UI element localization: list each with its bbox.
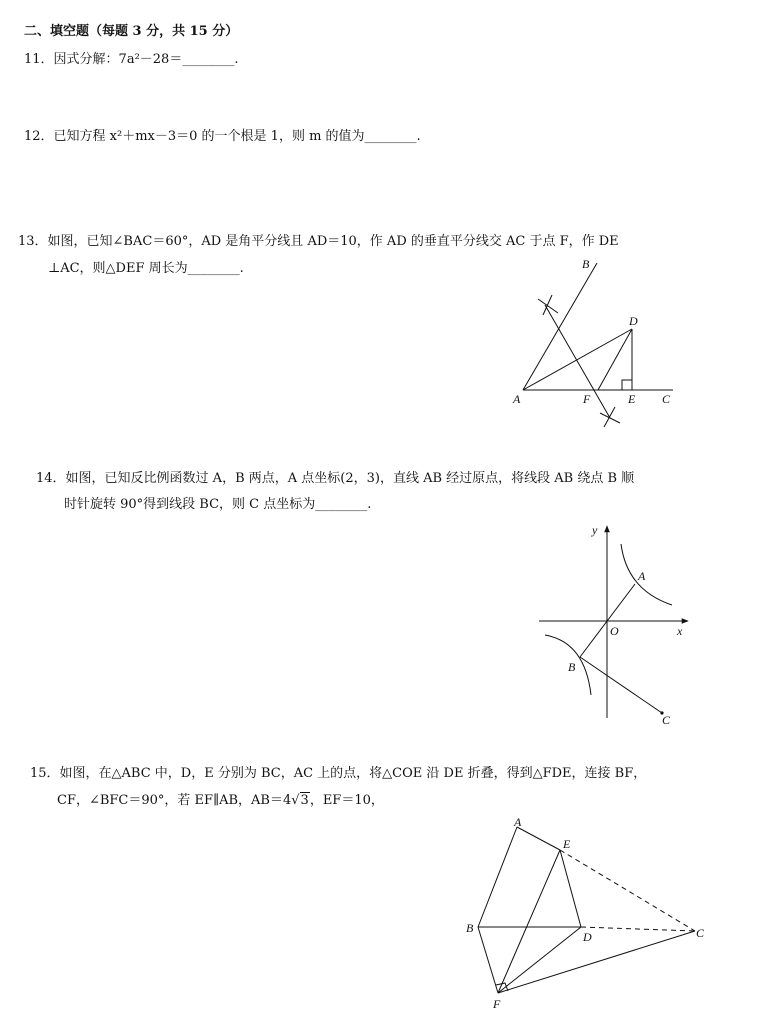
label-c: C bbox=[662, 392, 671, 406]
sqrt-radicand: 3 bbox=[300, 793, 309, 808]
label-a: A bbox=[513, 392, 521, 406]
segment-fd bbox=[498, 927, 581, 993]
label-f: F bbox=[583, 392, 591, 406]
label-o: O bbox=[610, 624, 619, 638]
label-y: y bbox=[592, 523, 598, 537]
question-14-line2: 时针旋转 90°得到线段 BC，则 C 点坐标为________. bbox=[64, 497, 372, 512]
line-ab bbox=[523, 263, 597, 390]
label-a: A bbox=[638, 569, 646, 583]
arc-mark-top bbox=[538, 295, 558, 315]
question-11: 11．因式分解：7a²－28＝________. bbox=[24, 52, 239, 67]
segment-ae bbox=[517, 827, 560, 850]
label-d: D bbox=[629, 314, 638, 328]
segment-ab bbox=[478, 827, 517, 927]
perpendicular-bisector bbox=[545, 305, 610, 418]
segment-bf bbox=[478, 927, 498, 993]
label-a: A bbox=[514, 815, 522, 829]
label-c: C bbox=[696, 926, 705, 940]
segment-ad bbox=[523, 329, 632, 390]
arc-mark-bottom bbox=[600, 407, 620, 427]
segment-bc bbox=[580, 657, 662, 713]
question-13-line2: ⊥AC，则△DEF 周长为________. bbox=[48, 261, 244, 276]
figure-15 bbox=[460, 815, 710, 1015]
segment-dc-dashed bbox=[581, 927, 695, 931]
question-15-line1: 15．如图，在△ABC 中，D，E 分别为 BC，AC 上的点，将△COE 沿 DE 折叠，得到△FDE，连接 BF， bbox=[30, 766, 647, 781]
question-13-line1: 13．如图，已知∠BAC＝60°，AD 是角平分线且 AD＝10，作 AD 的垂直平分线交 AC 于点 F，作 DE bbox=[18, 234, 619, 249]
label-c: C bbox=[662, 713, 671, 727]
label-x: x bbox=[677, 624, 683, 638]
segment-fc bbox=[498, 931, 695, 993]
label-d: D bbox=[583, 930, 592, 944]
label-f: F bbox=[493, 997, 501, 1011]
label-b: B bbox=[466, 921, 474, 935]
label-b: B bbox=[568, 660, 576, 674]
question-14-line1: 14．如图，已知反比例函数过 A，B 两点，A 点坐标(2，3)，直线 AB 经过原点，将线段 AB 绕点 B 顺 bbox=[36, 471, 635, 486]
label-b: B bbox=[582, 257, 590, 271]
question-15-line2-post: ，EF＝10， bbox=[309, 793, 384, 808]
figure-14 bbox=[535, 520, 695, 725]
figure-13 bbox=[505, 255, 685, 430]
segment-fe bbox=[498, 850, 560, 993]
right-angle-mark bbox=[622, 380, 632, 390]
segment-ec-dashed bbox=[560, 850, 695, 931]
segment-ed bbox=[560, 850, 581, 927]
hyperbola-branch-q1 bbox=[621, 544, 672, 605]
section-title: 二、填空题（每题 3 分，共 15 分） bbox=[24, 24, 239, 39]
question-12: 12．已知方程 x²＋mx－3＝0 的一个根是 1，则 m 的值为________. bbox=[24, 129, 421, 144]
question-15-line2 bbox=[57, 792, 384, 810]
label-e: E bbox=[563, 837, 571, 851]
sqrt-sign: √ bbox=[291, 793, 300, 808]
label-e: E bbox=[628, 392, 636, 406]
question-15-line2-pre: CF，∠BFC＝90°，若 EF∥AB，AB＝4 bbox=[57, 793, 292, 808]
